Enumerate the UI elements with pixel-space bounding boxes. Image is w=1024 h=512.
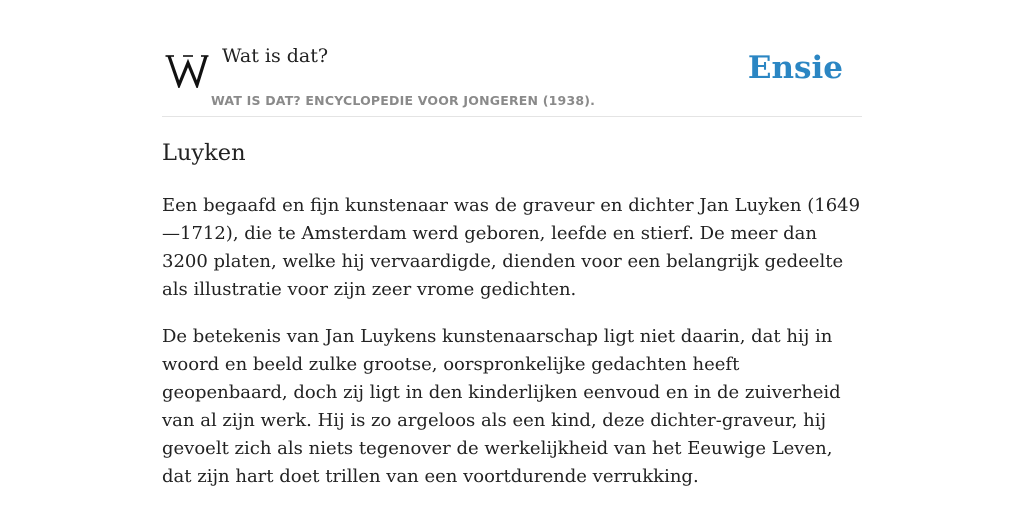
wikipedia-w-icon[interactable] bbox=[164, 50, 210, 90]
site-header bbox=[162, 0, 862, 117]
ensie-logo-link[interactable]: Ensie bbox=[747, 50, 843, 86]
entry-paragraph-1: Een begaafd en fijn kunstenaar was de graveur en dichter Jan Luyken (1649—1712), die te Amsterdam werd geboren, leefde en stierf. De meer dan 3200 platen, welke hij vervaardigde, dienden voor een belangrijk gedeelte als illustratie voor zijn zeer vrome gedichten. bbox=[162, 195, 861, 300]
entry-paragraph-2: De betekenis van Jan Luykens kunstenaarschap ligt niet daarin, dat hij in woord en beeld zulke grootse, oorspronkelijke gedachten heeft geopenbaard, doch zij ligt in den kinderlijken eenvoud en in de zuiverheid van al zijn werk. Hij is zo argeloos als een kind, deze dichter-graveur, hij gevoelt zich als niets tegenover de werkelijkheid van het Eeuwige Leven, dat zijn hart doet trillen van een voortdurende verrukking. bbox=[162, 326, 841, 487]
entry-title: Luyken bbox=[162, 140, 246, 166]
site-subtitle: WAT IS DAT? ENCYCLOPEDIE VOOR JONGEREN (1938). bbox=[211, 93, 596, 108]
page-container bbox=[162, 0, 862, 487]
site-title[interactable]: Wat is dat? bbox=[222, 45, 329, 67]
